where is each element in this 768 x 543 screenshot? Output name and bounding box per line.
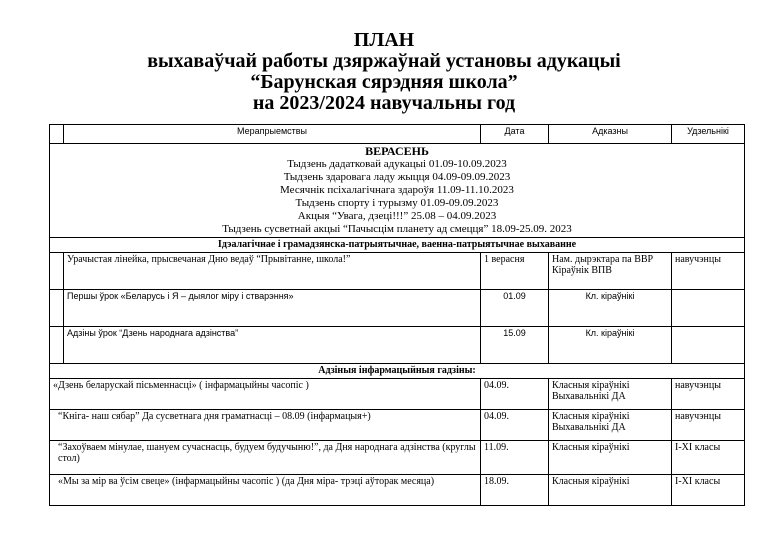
date-cell: 18.09. (481, 475, 549, 506)
title-line-2: выхаваўчай работы дзяржаўнай установы адукацыі (147, 50, 621, 72)
date-cell: 01.09 (481, 290, 549, 327)
table-row (50, 327, 745, 364)
event-cell: «Дзень беларускай пісьменнасці» ( інфармацыйны часопіс ) (50, 379, 481, 410)
responsible-cell: Класныя кіраўнікі Выхавальнікі ДА (549, 410, 672, 441)
row-number-cell (50, 253, 64, 290)
date-cell: 11.09. (481, 441, 549, 475)
title-line-4: на 2023/2024 навучальны год (252, 92, 516, 114)
participants-cell: навучэнцы (672, 410, 745, 441)
month-week-line: Тыдзень сусветнай акцыі “Пачысцім планету ад смецця” 18.09-25.09. 2023 (222, 223, 572, 235)
section-heading-row (50, 238, 745, 253)
participants-cell: навучэнцы (672, 379, 745, 410)
section-heading-ideological: Ідэалагічнае і грамадзянска-патрыятычнае, ваенна-патрыятычнае выхаванне (50, 238, 745, 253)
month-block (50, 144, 745, 238)
section-heading-info-hours: Адзіныя інфармацыйныя гадзіны: (50, 364, 745, 379)
plan-table (49, 124, 745, 506)
header-participants: Удзельнікі (672, 125, 745, 144)
table-row (50, 290, 745, 327)
event-cell: Урачыстая лінейка, прысвечаная Дню ведаў “Прывітанне, школа!” (64, 253, 481, 290)
table-row (50, 253, 745, 290)
row-number-cell (50, 290, 64, 327)
table-header-row (50, 125, 745, 144)
participants-cell: I-XI класы (672, 441, 745, 475)
participants-cell (672, 327, 745, 364)
event-cell: “Захоўваем мінулае, шануем сучаснасць, будуем будучыню!”, да Дня народнага адзінства (круглы стол) (50, 441, 481, 475)
month-week-line: Месячнік псіхалагічнага здароўя 11.09-11.10.2023 (280, 184, 514, 196)
month-week-line: Тыдзень здаровага ладу жыцця 04.09-09.09.2023 (283, 171, 511, 183)
header-responsible: Адказны (549, 125, 672, 144)
responsible-cell: Класныя кіраўнікі Выхавальнікі ДА (549, 379, 672, 410)
table-row (50, 379, 745, 410)
date-cell: 15.09 (481, 327, 549, 364)
event-cell: Першы ўрок «Беларусь і Я – дыялог міру і стварэння» (64, 290, 481, 327)
month-name: ВЕРАСЕНЬ (365, 144, 429, 158)
responsible-cell: Кл. кіраўнікі (549, 327, 672, 364)
responsible-cell: Нам. дырэктара па ВВР Кіраўнік ВПВ (549, 253, 672, 290)
event-cell: “Кніга- наш сябар” Да сусветнага дня граматнасці – 08.09 (інфармацыя+) (50, 410, 481, 441)
responsible-cell: Класныя кіраўнікі (549, 441, 672, 475)
month-block-row (50, 144, 745, 238)
event-cell: Адзіны ўрок “Дзень народнага адзінства” (64, 327, 481, 364)
section-heading-row (50, 364, 745, 379)
document-title (0, 30, 768, 114)
header-event: Мерапрыемствы (64, 125, 481, 144)
participants-cell (672, 290, 745, 327)
month-week-line: Тыдзень дадатковай адукацыі 01.09-10.09.2023 (287, 158, 507, 170)
participants-cell: I-XI класы (672, 475, 745, 506)
month-week-line: Тыдзень спорту і турызму 01.09-09.09.2023 (295, 197, 499, 209)
participants-cell: навучэнцы (672, 253, 745, 290)
date-cell: 04.09. (481, 410, 549, 441)
table-row (50, 410, 745, 441)
row-number-cell (50, 327, 64, 364)
table-row (50, 475, 745, 506)
date-cell: 1 верасня (481, 253, 549, 290)
header-date: Дата (481, 125, 549, 144)
table-row (50, 441, 745, 475)
responsible-cell: Кл. кіраўнікі (549, 290, 672, 327)
month-week-line: Акцыя “Увага, дзеці!!!” 25.08 – 04.09.2023 (297, 210, 497, 222)
title-line-3: “Барунская сярэдняя школа” (250, 71, 518, 93)
date-cell: 04.09. (481, 379, 549, 410)
event-cell: «Мы за мір ва ўсім свеце» (інфармацыйны часопіс ) (да Дня міра- трэці аўторак месяца) (50, 475, 481, 506)
header-number-cell (50, 125, 64, 144)
title-line-1: ПЛАН (353, 29, 415, 51)
responsible-cell: Класныя кіраўнікі (549, 475, 672, 506)
